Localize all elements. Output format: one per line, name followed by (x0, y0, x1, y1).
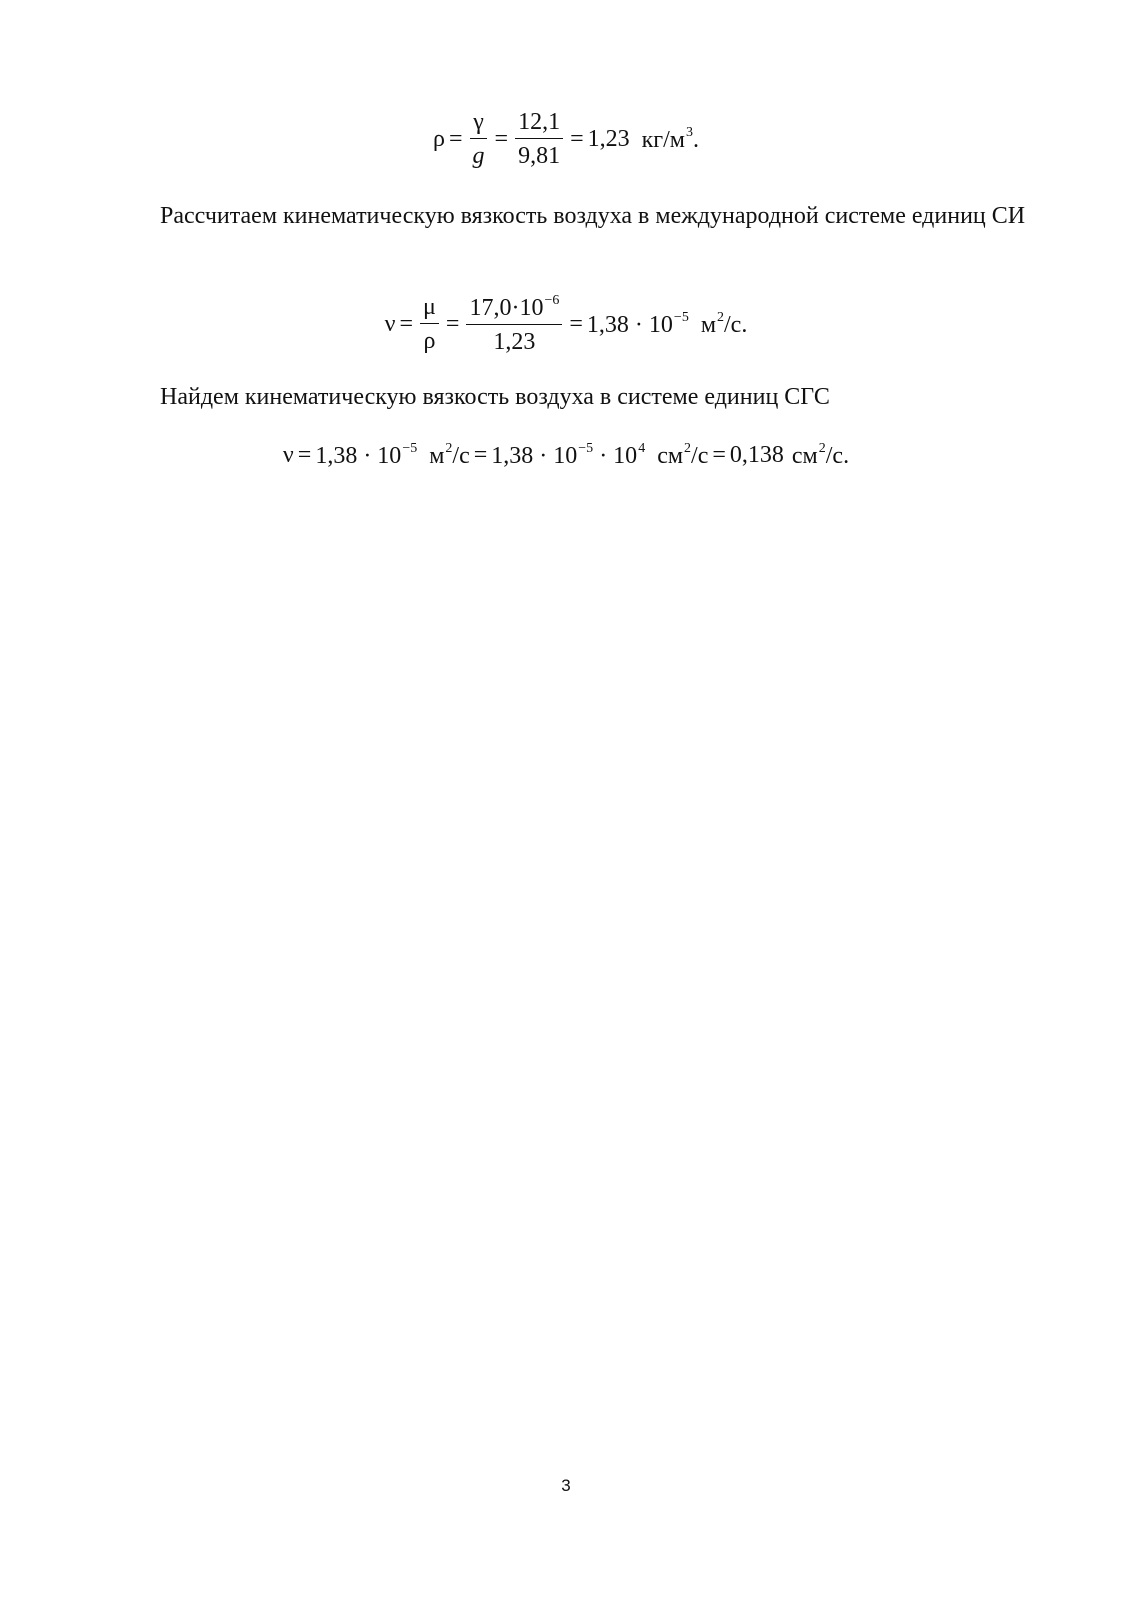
fraction-numerator (466, 294, 562, 325)
cgs-result: 0,138 (729, 442, 784, 468)
unit-tail: /с. (724, 312, 748, 338)
value-mantissa: 1,38 · 10 (315, 443, 402, 469)
unit-tail: /с (691, 443, 709, 469)
page-number: 3 (561, 1476, 571, 1495)
density-unit (642, 126, 699, 152)
unit-text: м (700, 312, 717, 338)
nu-symbol: ν (282, 442, 294, 468)
conversion-factor: · 10 (593, 443, 638, 469)
unit-exponent: 3 (685, 125, 693, 140)
unit-text: кг/м (641, 127, 685, 153)
value-exponent: −5 (402, 441, 418, 456)
si-value (315, 442, 417, 468)
conversion-value (491, 442, 645, 468)
unit-tail: /с (452, 443, 470, 469)
equals-sign: = (448, 126, 463, 152)
fraction-numerator: 12,1 (515, 110, 563, 139)
unit-text: см (657, 443, 684, 469)
viscosity-result (587, 311, 689, 337)
unit-exponent: 2 (717, 310, 725, 325)
numerator-value: 17,0·10 (469, 295, 544, 321)
rho-symbol: ρ (433, 126, 445, 152)
equals-sign: = (399, 311, 414, 337)
factor-exponent: 4 (638, 441, 646, 456)
unit-text: м (429, 443, 445, 469)
fraction-numerator: γ (470, 110, 487, 139)
unit-text: см (791, 443, 818, 469)
density-equation (0, 110, 1132, 168)
value-mantissa: 1,38 · 10 (491, 443, 578, 469)
density-result: 1,23 (587, 126, 630, 152)
viscosity-cgs-equation (0, 442, 1132, 468)
unit-exponent: 2 (684, 441, 692, 456)
equals-sign: = (712, 442, 726, 468)
si-unit (429, 442, 470, 468)
cgs-result-unit (792, 442, 849, 468)
viscosity-si-equation (0, 294, 1132, 354)
equals-sign: = (569, 311, 583, 337)
fraction-denominator: g (472, 143, 485, 169)
fraction-numerator: μ (420, 295, 439, 324)
equals-sign: = (570, 126, 584, 152)
equals-sign: = (445, 311, 460, 337)
terminal-period: . (692, 127, 699, 153)
equals-sign: = (473, 442, 488, 468)
unit-tail: /с. (825, 443, 850, 469)
fraction-denominator: ρ (423, 328, 436, 354)
paragraph-si-intro: Рассчитаем кинематическую вязкость воздуха в международной системе единиц СИ (160, 203, 1026, 229)
value-exponent: −5 (578, 441, 594, 456)
numerator-exponent: −6 (544, 293, 560, 308)
equals-sign: = (494, 126, 509, 152)
fraction-denominator: 9,81 (518, 143, 561, 169)
unit-exponent: 2 (445, 441, 453, 456)
gamma-over-g-fraction (470, 110, 488, 168)
numeric-fraction (466, 294, 562, 354)
mu-over-rho-fraction (420, 295, 439, 353)
equals-sign: = (297, 442, 312, 468)
result-mantissa: 1,38 · 10 (586, 312, 673, 338)
cgs-unit (657, 442, 708, 468)
viscosity-unit (701, 311, 748, 337)
numeric-fraction (515, 110, 563, 168)
nu-symbol: ν (384, 311, 396, 337)
result-exponent: −5 (673, 310, 689, 325)
fraction-denominator: 1,23 (493, 329, 536, 355)
paragraph-cgs-intro: Найдем кинематическую вязкость воздуха в системе единиц СГС (160, 384, 830, 410)
unit-exponent: 2 (818, 441, 826, 456)
